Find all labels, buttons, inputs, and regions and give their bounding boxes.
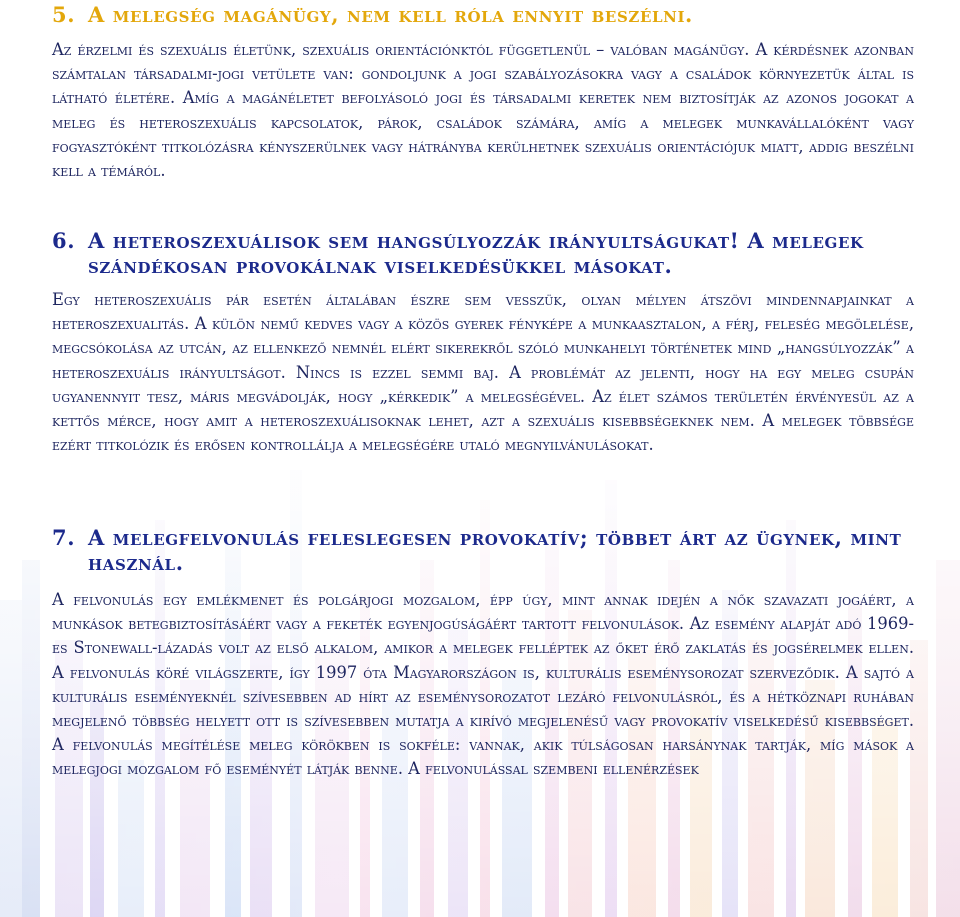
section-7-heading: [52, 525, 914, 575]
section-7-paragraph: A felvonulás egy emlékmenet és polgárjogi mozgalom, épp úgy, mint annak idején a nők szavazati jogáért, a munkások betegbiztosításáért vagy a feketék egyenjogúságáért tartott felvonulások. Az esemény alapját adó 1969-es Stonewall-lázadás volt az első alkalom, amikor a melegek felléptek az őket érő zaklatás és jogsérelmek ellen. A felvonulás köré világszerte, így 1997 óta Magyarországon is, kulturális eseménysorozat szerveződik. A sajtó a kulturális eseményeknél szívesebben ad hírt az eseménysorozatot lezáró felvonulásról, és a hétköznapi ruhában megjelenő többség helyett ott is szívesebben mutatja a kirívó megjelenésű vagy provokatív viselkedésű kisebbséget. A felvonulás megítélése meleg körökben is sokféle: vannak, akik túlságosan harsánynak tartják, míg mások a melegjogi mozgalom fő eseményét látják benne. A felvonulással szembeni ellenérzések: [52, 590, 914, 779]
section-5-paragraph: Az érzelmi és szexuális életünk, szexuális orientációnktól függetlenül – valóban magánügy. A kérdésnek azonban számtalan társadalmi-jogi vetülete van: gondoljunk a jogi szabályozásokra vagy a családok környezetük által is látható életére. Amíg a magánéletet befolyásoló jogi és társadalmi keretek nem biztosítják az azonos jogokat a meleg és heteroszexuális kapcsolatok, párok, családok számára, amíg a melegek munkavállalóként vagy fogyasztóként titkolózásra kényszerülnek vagy hátrányba kerülhetnek szexuális orientációjuk miatt, addig beszélni kell a témáról.: [52, 40, 914, 181]
section-5-heading: [52, 2, 914, 27]
section-6-number: 6.: [52, 228, 76, 253]
section-7-number: 7.: [52, 525, 76, 550]
section-7-title: A melegfelvonulás feleslegesen provokatív; többet árt az ügynek, mint használ.: [88, 525, 902, 575]
section-6-heading: [52, 228, 914, 278]
section-6-paragraph: Egy heteroszexuális pár esetén általában észre sem vesszük, olyan mélyen átszövi mindennapjainkat a heteroszexualitás. A külön nemű kedves vagy a közös gyerek fényképe a munkaasztalon, a férj, feleség megölelése, megcsókolása az utcán, az ellenkező nemnél elért sikerekről szóló munkahelyi történetek mind „hangsúlyozzák” a heteroszexuális irányultságot. Nincs is ezzel semmi baj. A problémát az jelenti, hogy ha egy meleg csupán ugyanennyit tesz, máris megvádolják, hogy „kérkedik” a melegségével. Az élet számos területén érvényesül az a kettős mérce, hogy amit a heteroszexuálisoknak lehet, azt a szexuális kisebbségeknek nem. A melegek többsége ezért titkolózik és erősen kontrollálja a melegségére utaló megnyilvánulásokat.: [52, 290, 914, 455]
section-5-title: A melegség magánügy, nem kell róla ennyit beszélni.: [88, 2, 693, 27]
section-6-title: A heteroszexuálisok sem hangsúlyozzák irányultságukat! A melegek szándékosan provokálnak viselkedésükkel másokat.: [88, 228, 864, 278]
section-5-number: 5.: [52, 2, 76, 27]
